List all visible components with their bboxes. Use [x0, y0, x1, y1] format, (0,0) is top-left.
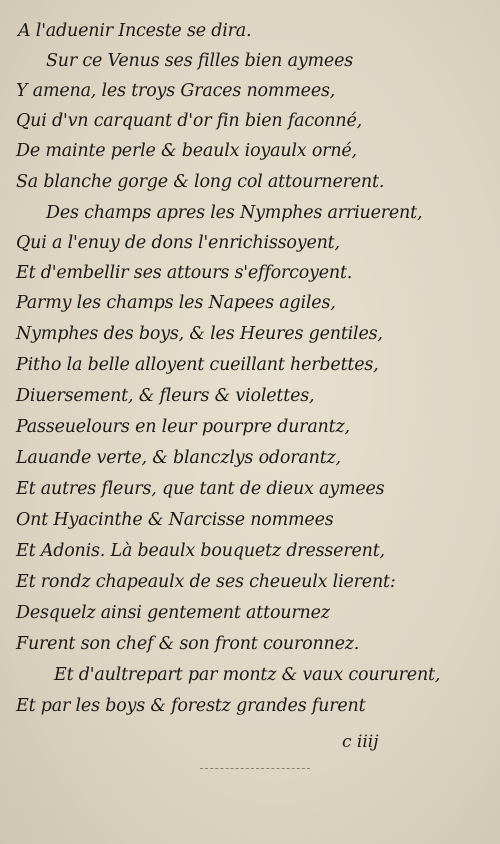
signature-mark: c iiij — [342, 732, 379, 752]
poem-line: Et rondz chapeaulx de ses cheueulx lierent: — [16, 572, 396, 592]
poem-line: Sur ce Venus ses filles bien aymees — [46, 51, 354, 71]
poem-line: Qui a l'enuy de dons l'enrichissoyent, — [16, 233, 340, 253]
poem-line: A l'aduenir Inceste se dira. — [18, 21, 252, 41]
poem-line: Sa blanche gorge & long col attournerent. — [16, 172, 385, 192]
poem-line: Diuersement, & fleurs & violettes, — [16, 386, 315, 406]
poem-line: Y amena, les troys Graces nommees, — [16, 81, 336, 101]
bottom-rule — [200, 768, 310, 769]
poem-line: Desquelz ainsi gentement attournez — [16, 603, 330, 623]
poem-line: Et d'aultrepart par montz & vaux coururent, — [54, 665, 441, 685]
poem-line: Et d'embellir ses attours s'efforcoyent. — [16, 263, 353, 283]
poem-line: De mainte perle & beaulx ioyaulx orné, — [16, 141, 357, 161]
poem-line: Passeuelours en leur pourpre durantz, — [16, 417, 350, 437]
poem-line: Des champs apres les Nymphes arriuerent, — [46, 203, 423, 223]
poem-line: Et Adonis. Là beaulx bouquetz dresserent, — [16, 541, 385, 561]
poem-line: Furent son chef & son front couronnez. — [16, 634, 360, 654]
poem-line: Qui d'vn carquant d'or fin bien faconné, — [16, 111, 362, 131]
poem-line: Nymphes des boys, & les Heures gentiles, — [16, 324, 383, 344]
poem-line: Et autres fleurs, que tant de dieux aymees — [16, 479, 385, 499]
poem-line: Parmy les champs les Napees agiles, — [16, 293, 336, 313]
poem-line: Et par les boys & forestz grandes furent — [16, 696, 366, 716]
poem-line: Lauande verte, & blanczlys odorantz, — [16, 448, 341, 468]
poem-line: Pitho la belle alloyent cueillant herbettes, — [16, 355, 379, 375]
poem-line: Ont Hyacinthe & Narcisse nommees — [16, 510, 334, 530]
